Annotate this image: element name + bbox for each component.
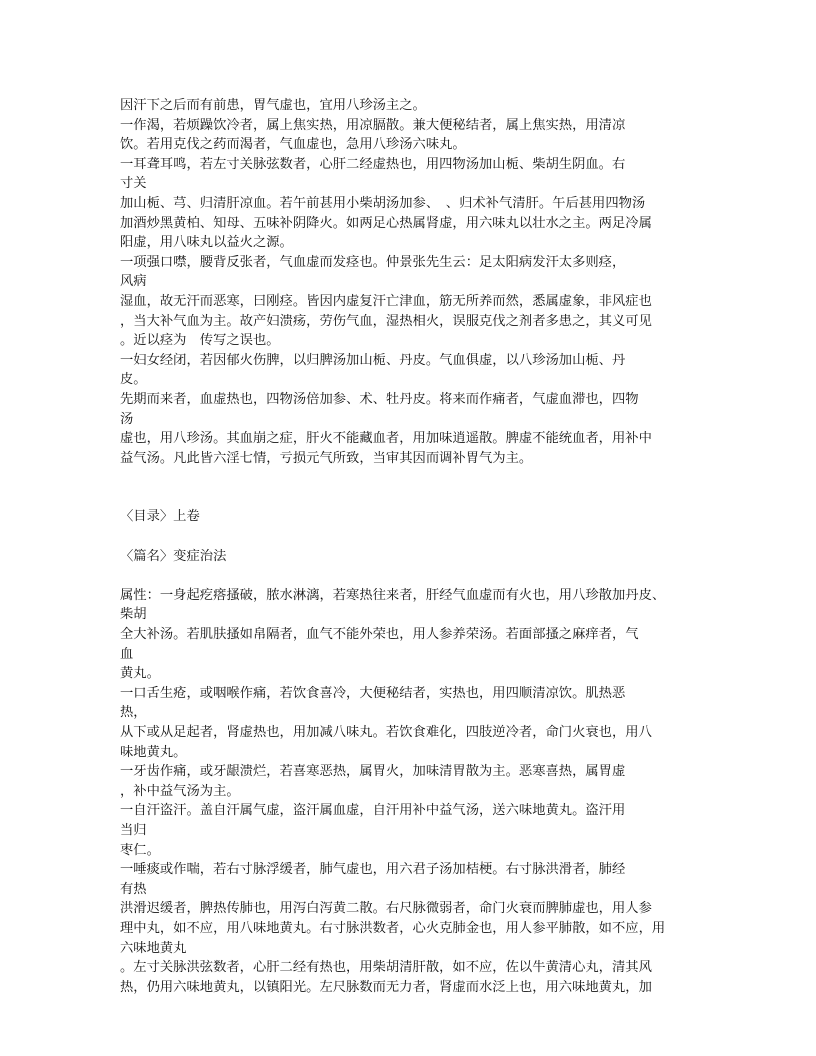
section-2: [120, 586, 696, 997]
text-line: 湿血，故无汗而恶寒，曰刚痉。皆因内虚复汗亡津血，筋无所养而然，悉属虚象，非风症也: [120, 293, 652, 309]
text-line: 。左寸关脉洪弦数者，心肝二经有热也，用柴胡清肝散，如不应，佐以牛黄清心丸，清其风: [120, 960, 652, 976]
text-line: 阳虚，用八味丸以益火之源。: [120, 235, 293, 251]
text-line: 黄丸。: [120, 666, 160, 682]
text-line: 味地黄丸。: [120, 744, 187, 760]
text-line: 寸关: [120, 176, 147, 192]
text-line: 一作渴，若烦躁饮冷者，属上焦实热，用凉膈散。兼大便秘结者，属上焦实热，用清凉: [120, 117, 626, 133]
spacer: [120, 527, 696, 547]
text-line: ，当大补气血为主。故产妇溃疡，劳伤气血，湿热相火，误服克伐之剂者多患之，其义可见: [120, 313, 652, 329]
text-line: 。近以痉为 传写之误也。: [120, 333, 280, 349]
spacer: [120, 566, 696, 586]
text-line: 汤: [120, 411, 134, 427]
text-line: 风病: [120, 274, 147, 290]
text-line: 一唾痰或作喘，若右寸脉浮缓者，肺气虚也，用六君子汤加桔梗。右寸脉洪滑者，肺经: [120, 862, 626, 878]
text-line: 理中丸，如不应，用八味地黄丸。右寸脉洪数者，心火克肺金也，用人参平肺散，如不应，用: [120, 920, 666, 936]
text-line: 洪滑迟缓者，脾热传肺也，用泻白泻黄二散。右尺脉微弱者，命门火衰而脾肺虚也，用人参: [120, 901, 652, 917]
text-line: 先期而来者，血虚热也，四物汤倍加参、术、牡丹皮。将来而作痛者，气虚血滞也，四物: [120, 391, 639, 407]
text-line: 当归: [120, 822, 147, 838]
catalog-heading: 〈目录〉上卷: [120, 509, 200, 525]
text-line: 饮。若用克伐之药而渴者，气血虚也，急用八珍汤六味丸。: [120, 137, 466, 153]
text-line: 一自汗盗汗。盖自汗属气虚，盗汗属血虚，自汗用补中益气汤，送六味地黄丸。盗汗用: [120, 803, 626, 819]
spacer: [120, 468, 696, 488]
text-line: ，补中益气汤为主。: [120, 783, 240, 799]
text-line: 加酒炒黑黄柏、知母、五味补阴降火。如两足心热属肾虚，用六味丸以壮水之主。两足冷属: [120, 215, 652, 231]
text-line: 六味地黄丸: [120, 940, 187, 956]
text-line: 虚也，用八珍汤。其血崩之症，肝火不能藏血者，用加味逍遥散。脾虚不能统血者，用补中: [120, 431, 652, 447]
text-line: 属性：一身起疙瘩搔破，脓水淋漓，若寒热往来者，肝经气血虚而有火也，用八珍散加丹皮、: [120, 587, 666, 603]
text-line: 枣仁。: [120, 842, 160, 858]
text-line: 因汗下之后而有前患，胃气虚也，宜用八珍汤主之。: [120, 98, 426, 113]
text-line: 皮。: [120, 372, 147, 388]
text-line: 热，: [120, 705, 147, 721]
text-line: 全大补汤。若肌肤搔如帛隔者，血气不能外荣也，用人参养荣汤。若面部搔之麻痒者，气: [120, 627, 639, 643]
text-line: 柴胡: [120, 607, 147, 623]
text-line: 血: [120, 646, 134, 662]
document-page: [120, 96, 696, 997]
text-line: 一妇女经闭，若因郁火伤脾，以归脾汤加山栀、丹皮。气血俱虚，以八珍汤加山栀、丹: [120, 352, 626, 368]
section-1: [120, 96, 696, 468]
text-line: 益气汤。凡此皆六淫七情，亏损元气所致，当审其因而调补胃气为主。: [120, 450, 533, 466]
text-line: 一牙齿作痛，或牙龈溃烂，若喜寒恶热，属胃火，加味清胃散为主。恶寒喜热，属胃虚: [120, 764, 626, 780]
text-line: 从下或从足起者，肾虚热也，用加减八味丸。若饮食难化，四肢逆冷者，命门火衰也，用八: [120, 725, 652, 740]
text-line: 热，仍用六味地黄丸，以镇阳光。左尺脉数而无力者，肾虚而水泛上也，用六味地黄丸，加: [120, 979, 652, 995]
spacer: [120, 488, 696, 508]
text-line: 一项强口噤，腰背反张者，气血虚而发痉也。仲景张先生云：足太阳病发汗太多则痉，: [120, 254, 626, 270]
text-line: 一耳聋耳鸣，若左寸关脉弦数者，心肝二经虚热也，用四物汤加山栀、柴胡生阴血。右: [120, 156, 626, 172]
text-line: 加山栀、芎、归清肝凉血。若午前甚用小柴胡汤加参、 、归术补气清肝。午后甚用四物汤: [120, 195, 646, 211]
text-line: 有热: [120, 881, 147, 897]
text-line: 一口舌生疮，或咽喉作痛，若饮食喜冷，大便秘结者，实热也，用四顺清凉饮。肌热恶: [120, 685, 626, 701]
chapter-heading: 〈篇名〉变症治法: [120, 548, 227, 564]
